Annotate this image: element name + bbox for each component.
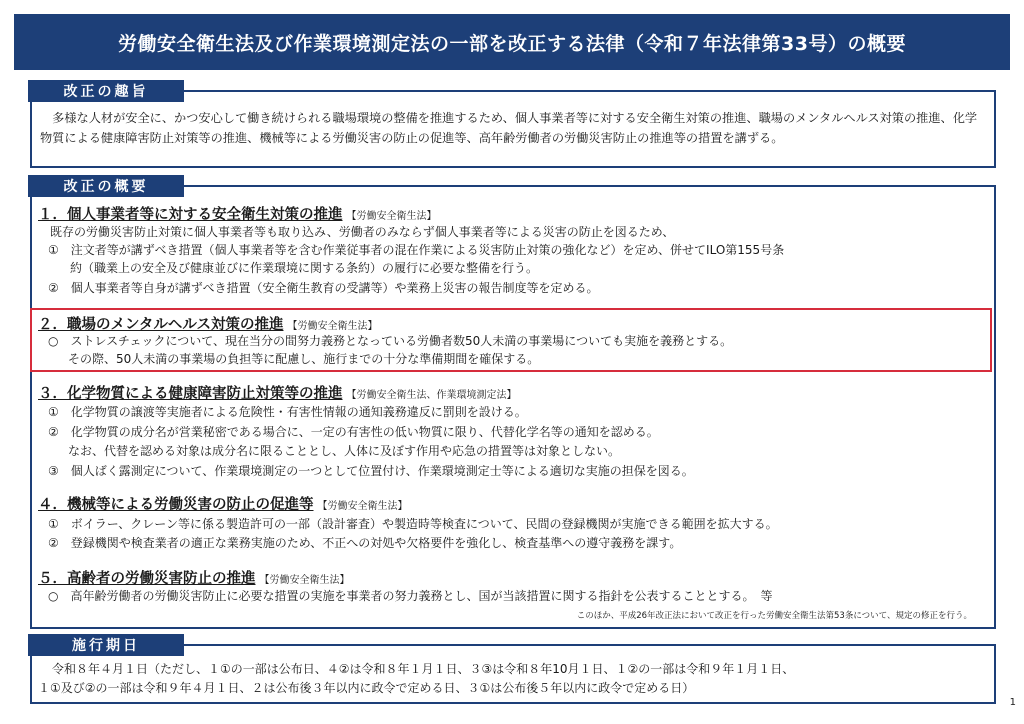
item2-law-tag: 【労働安全衛生法】 <box>287 321 378 332</box>
item2-line: ○ ストレスチェックについて、現在当分の間努力義務となっている労働者数50人未満の事業場についても実施を義務とする。 <box>48 334 733 348</box>
purpose-text: 多様な人材が安全に、かつ安心して働き続けられる職場環境の整備を推進するため、個人事業者等に対する安全衛生対策の推進、職場のメンタルヘルス対策の推進、化学物質による健康障害防止対策等の推進、機械等による労働災害の防止の促進等、高年齢労働者の労働災害防止の推進等の措置を講ずる。 <box>40 111 978 145</box>
item1-line: ② 個人事業者等自身が講ずべき措置（安全衛生教育の受講等）や業務上災害の報告制度等を定める。 <box>48 281 599 295</box>
item4-law-tag: 【労働安全衛生法】 <box>317 501 408 512</box>
item1-line: 既存の労働災害防止対策に個人事業者等も取り込み、労働者のみならず個人事業者等による災害の防止を図るため、 <box>50 225 675 239</box>
overview-label: 改正の概要 <box>28 175 184 197</box>
item3-line: ① 化学物質の譲渡等実施者による危険性・有害性情報の通知義務違反に罰則を設ける。 <box>48 405 527 419</box>
item3-law-tag: 【労働安全衛生法、作業環境測定法】 <box>346 390 517 401</box>
item5-line: ○ 高年齢労働者の労働災害防止に必要な措置の実施を事業者の努力義務とし、国が当該措置に関する指針を公表することとする。 等 <box>48 589 773 603</box>
purpose-label: 改正の趣旨 <box>28 80 184 102</box>
item5-heading: ５．高齢者の労働災害防止の推進 【労働安全衛生法】 <box>38 571 350 587</box>
item4-line: ① ボイラー、クレーン等に係る製造許可の一部（設計審査）や製造時等検査について、民間の登録機関が実施できる範囲を拡大する。 <box>48 517 778 531</box>
item5-law-tag: 【労働安全衛生法】 <box>259 575 350 586</box>
supplementary-note: このほか、平成26年改正法において改正を行った労働安全衛生法第53条について、規定の修正を行う。 <box>576 611 972 621</box>
item2-line: その際、50人未満の事業場の負担等に配慮し、施行までの十分な準備期間を確保する。 <box>68 352 540 366</box>
item2-heading: ２．職場のメンタルヘルス対策の推進 【労働安全衛生法】 <box>38 317 378 333</box>
effective-date-label: 施行期日 <box>28 634 184 656</box>
page-title: 労働安全衛生法及び作業環境測定法の一部を改正する法律（令和７年法律第33号）の概要 <box>14 14 1010 70</box>
item1-line: ① 注文者等が講ずべき措置（個人事業者等を含む作業従事者の混在作業による災害防止対策の強化など）を定め、併せてILO第155号条 <box>48 243 785 257</box>
item4-line: ② 登録機関や検査業者の適正な業務実施のため、不正への対処や欠格要件を強化し、検査基準への遵守義務を課す。 <box>48 536 682 550</box>
item3-heading: ３．化学物質による健康障害防止対策等の推進 【労働安全衛生法、作業環境測定法】 <box>38 386 517 402</box>
item1-heading: １．個人事業者等に対する安全衛生対策の推進 【労働安全衛生法】 <box>38 207 437 223</box>
effective-date-line: 令和８年４月１日（ただし、１①の一部は公布日、４②は令和８年１月１日、３③は令和８年10月１日、１②の一部は令和９年１月１日、 <box>52 662 795 676</box>
item4-heading: ４．機械等による労働災害の防止の促進等 【労働安全衛生法】 <box>38 497 408 513</box>
item3-line: ③ 個人ばく露測定について、作業環境測定の一つとして位置付け、作業環境測定士等による適切な実施の担保を図る。 <box>48 464 694 478</box>
page-number: 1 <box>1009 697 1016 708</box>
item3-line: ② 化学物質の成分名が営業秘密である場合に、一定の有害性の低い物質に限り、代替化学名等の通知を認める。 <box>48 425 659 439</box>
effective-date-line: １①及び②の一部は令和９年４月１日、２は公布後３年以内に政令で定める日、３①は公布後５年以内に政令で定める日） <box>38 681 695 695</box>
item3-line: なお、代替を認める対象は成分名に限ることとし、人体に及ぼす作用や応急の措置等は対象としない。 <box>68 444 621 458</box>
item1-line: 約（職業上の安全及び健康並びに作業環境に関する条約）の履行に必要な整備を行う。 <box>70 261 539 275</box>
item1-law-tag: 【労働安全衛生法】 <box>346 211 437 222</box>
